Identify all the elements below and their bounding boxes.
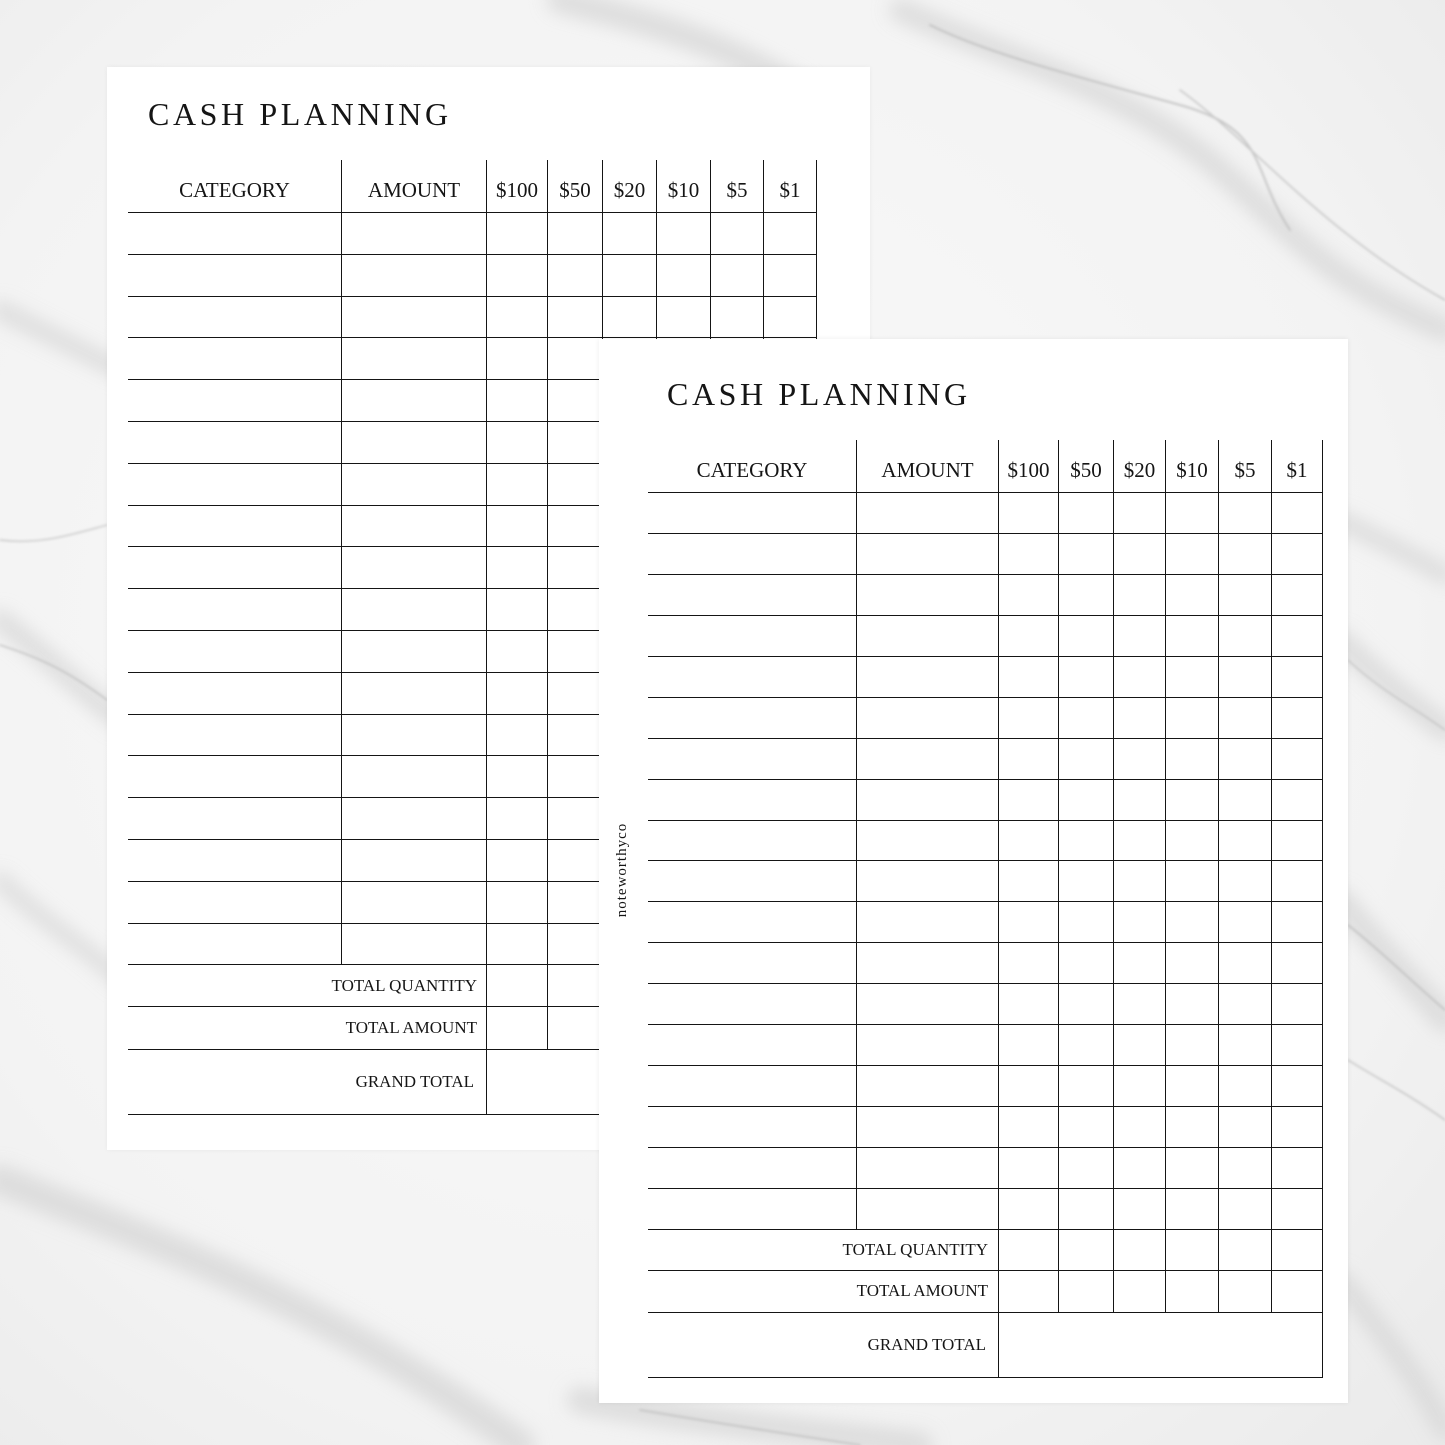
bill-100-cell [998,902,1058,943]
bill-1-cell [1271,780,1323,821]
bill-50-cell [1058,943,1113,984]
bill-50-cell [547,673,602,715]
bill-10-cell [1165,861,1218,902]
bill-100-cell [998,493,1058,534]
bill-20-cell [1113,984,1165,1025]
amount-cell [856,616,998,657]
total-quantity-label: TOTAL QUANTITY [128,965,486,1007]
bill-5-cell [1218,902,1271,943]
total-amount-cell [547,1007,602,1050]
column-header-100: $100 [998,440,1058,493]
bill-20-cell [1113,493,1165,534]
table-row [648,861,1323,902]
bill-5-cell [1218,657,1271,698]
bill-100-cell [998,1189,1058,1230]
bill-5-cell [1218,984,1271,1025]
column-header-20: $20 [602,160,656,213]
bill-1-cell [1271,1066,1323,1107]
bill-5-cell [710,297,763,339]
amount-cell [856,902,998,943]
category-cell [648,534,856,575]
bill-50-cell [1058,493,1113,534]
bill-20-cell [1113,616,1165,657]
column-header-20: $20 [1113,440,1165,493]
category-cell [648,575,856,616]
bill-1-cell [1271,943,1323,984]
bill-10-cell [1165,493,1218,534]
total-quantity-cell [1113,1230,1165,1271]
bill-20-cell [1113,575,1165,616]
total-amount-label: TOTAL AMOUNT [128,1007,486,1050]
bill-5-cell [1218,1066,1271,1107]
bill-10-cell [1165,1107,1218,1148]
amount-cell [341,924,486,966]
bill-5-cell [1218,821,1271,862]
category-cell [648,861,856,902]
amount-cell [856,861,998,902]
bill-50-cell [1058,1066,1113,1107]
bill-20-cell [1113,1107,1165,1148]
bill-20-cell [1113,1189,1165,1230]
table-row [648,493,1323,534]
total-quantity-cell [1058,1230,1113,1271]
amount-cell [341,422,486,464]
table-row [648,1148,1323,1189]
total-amount-cell [1218,1271,1271,1313]
amount-cell [856,821,998,862]
bill-10-cell [1165,943,1218,984]
bill-100-cell [486,213,547,255]
bill-50-cell [1058,739,1113,780]
bill-5-cell [710,213,763,255]
bill-5-cell [1218,739,1271,780]
bill-100-cell [998,575,1058,616]
total-amount-row [648,1271,1323,1313]
cash-planning-table [648,440,1323,1378]
column-header-10: $10 [656,160,710,213]
bill-5-cell [1218,780,1271,821]
column-header-amount: AMOUNT [856,440,998,493]
bill-5-cell [1218,616,1271,657]
bill-1-cell [1271,1025,1323,1066]
table-row [648,1189,1323,1230]
bill-10-cell [656,297,710,339]
bill-50-cell [547,213,602,255]
category-cell [648,493,856,534]
bill-5-cell [1218,575,1271,616]
table-row [648,698,1323,739]
amount-cell [856,657,998,698]
bill-20-cell [1113,739,1165,780]
bill-10-cell [1165,616,1218,657]
bill-10-cell [1165,534,1218,575]
bill-100-cell [486,840,547,882]
bill-1-cell [1271,493,1323,534]
amount-cell [341,631,486,673]
column-header-1: $1 [763,160,817,213]
bill-20-cell [1113,657,1165,698]
category-cell [128,589,341,631]
bill-20-cell [1113,534,1165,575]
category-cell [128,547,341,589]
bill-50-cell [547,464,602,506]
column-header-category: CATEGORY [128,160,341,213]
bill-10-cell [1165,902,1218,943]
category-cell [128,213,341,255]
amount-cell [341,255,486,297]
amount-cell [856,1066,998,1107]
bill-5-cell [1218,1025,1271,1066]
bill-50-cell [1058,575,1113,616]
total-amount-cell [486,1007,547,1050]
bill-20-cell [1113,1148,1165,1189]
amount-cell [856,698,998,739]
bill-50-cell [547,756,602,798]
category-cell [648,657,856,698]
bill-20-cell [1113,861,1165,902]
column-header-10: $10 [1165,440,1218,493]
amount-cell [856,575,998,616]
bill-20-cell [1113,780,1165,821]
total-amount-cell [1165,1271,1218,1313]
grand-total-label: GRAND TOTAL [648,1313,998,1378]
amount-cell [856,1025,998,1066]
amount-cell [341,882,486,924]
category-cell [648,1066,856,1107]
total-quantity-cell [1218,1230,1271,1271]
category-cell [648,1148,856,1189]
entry-rows [648,493,1323,1230]
category-cell [128,631,341,673]
bill-50-cell [547,840,602,882]
bill-1-cell [1271,1148,1323,1189]
bill-1-cell [763,213,817,255]
bill-50-cell [1058,1148,1113,1189]
total-amount-cell [998,1271,1058,1313]
bill-50-cell [547,338,602,380]
total-quantity-cell [1165,1230,1218,1271]
bill-5-cell [1218,493,1271,534]
table-row [128,213,817,255]
bill-50-cell [547,297,602,339]
bill-100-cell [486,255,547,297]
table-row [648,616,1323,657]
bill-5-cell [1218,1148,1271,1189]
table-row [648,984,1323,1025]
bill-1-cell [1271,902,1323,943]
bill-20-cell [1113,698,1165,739]
category-cell [128,297,341,339]
bill-10-cell [1165,1066,1218,1107]
bill-1-cell [1271,739,1323,780]
bill-100-cell [486,924,547,966]
bill-50-cell [547,924,602,966]
bill-1-cell [1271,698,1323,739]
category-cell [128,506,341,548]
category-cell [128,380,341,422]
category-cell [128,756,341,798]
category-cell [648,1189,856,1230]
bill-100-cell [998,616,1058,657]
table-row [648,1025,1323,1066]
bill-100-cell [998,861,1058,902]
bill-20-cell [602,255,656,297]
bill-50-cell [1058,1025,1113,1066]
total-amount-cell [1058,1271,1113,1313]
bill-20-cell [1113,1025,1165,1066]
category-cell [128,255,341,297]
amount-cell [341,840,486,882]
amount-cell [856,1148,998,1189]
bill-50-cell [547,798,602,840]
total-amount-label: TOTAL AMOUNT [648,1271,998,1313]
bill-50-cell [1058,1189,1113,1230]
category-cell [128,464,341,506]
table-row [648,534,1323,575]
bill-10-cell [1165,698,1218,739]
bill-20-cell [602,213,656,255]
bill-1-cell [1271,984,1323,1025]
bill-100-cell [486,547,547,589]
bill-100-cell [998,1025,1058,1066]
bill-20-cell [1113,943,1165,984]
bill-20-cell [602,297,656,339]
table-row [648,657,1323,698]
bill-1-cell [1271,616,1323,657]
category-cell [648,943,856,984]
category-cell [128,798,341,840]
total-amount-cell [1271,1271,1323,1313]
amount-cell [341,589,486,631]
category-cell [128,715,341,757]
amount-cell [856,1189,998,1230]
bill-1-cell [1271,657,1323,698]
bill-100-cell [486,506,547,548]
bill-1-cell [1271,534,1323,575]
total-quantity-cell [486,965,547,1007]
total-amount-cell [1113,1271,1165,1313]
bill-50-cell [547,380,602,422]
amount-cell [341,380,486,422]
bill-100-cell [998,943,1058,984]
total-quantity-cell [998,1230,1058,1271]
bill-50-cell [1058,984,1113,1025]
amount-cell [341,756,486,798]
grand-total-label: GRAND TOTAL [128,1050,486,1115]
bill-5-cell [1218,534,1271,575]
bill-10-cell [1165,821,1218,862]
bill-100-cell [998,984,1058,1025]
bill-1-cell [1271,1189,1323,1230]
amount-cell [341,297,486,339]
bill-10-cell [1165,780,1218,821]
total-quantity-cell [547,965,602,1007]
table-row [648,902,1323,943]
total-quantity-cell [1271,1230,1323,1271]
bill-100-cell [486,756,547,798]
amount-cell [341,506,486,548]
bill-20-cell [1113,821,1165,862]
table-row [648,1066,1323,1107]
bill-100-cell [486,338,547,380]
bill-1-cell [1271,821,1323,862]
bill-100-cell [486,673,547,715]
amount-cell [856,943,998,984]
column-header-5: $5 [710,160,763,213]
bill-100-cell [998,1107,1058,1148]
bill-50-cell [547,631,602,673]
grand-total-cell [998,1313,1323,1378]
bill-50-cell [1058,780,1113,821]
table-row [648,739,1323,780]
amount-cell [856,984,998,1025]
bill-50-cell [547,547,602,589]
column-header-50: $50 [547,160,602,213]
bill-1-cell [1271,861,1323,902]
column-header-category: CATEGORY [648,440,856,493]
column-header-amount: AMOUNT [341,160,486,213]
category-cell [648,698,856,739]
bill-100-cell [998,739,1058,780]
bill-50-cell [1058,534,1113,575]
category-cell [128,422,341,464]
amount-cell [856,780,998,821]
bill-50-cell [1058,616,1113,657]
category-cell [648,902,856,943]
bill-100-cell [486,380,547,422]
amount-cell [341,715,486,757]
bill-1-cell [1271,1107,1323,1148]
table-row [648,575,1323,616]
bill-1-cell [763,297,817,339]
amount-cell [856,1107,998,1148]
bill-100-cell [486,798,547,840]
bill-5-cell [1218,698,1271,739]
bill-1-cell [763,255,817,297]
category-cell [648,1107,856,1148]
table-row [648,780,1323,821]
bill-50-cell [1058,698,1113,739]
bill-100-cell [486,464,547,506]
bill-10-cell [1165,984,1218,1025]
bill-5-cell [710,255,763,297]
bill-5-cell [1218,861,1271,902]
bill-10-cell [656,213,710,255]
bill-100-cell [998,780,1058,821]
table-row [648,943,1323,984]
bill-100-cell [486,882,547,924]
amount-cell [341,338,486,380]
bill-5-cell [1218,943,1271,984]
table-row [128,297,817,339]
column-header-100: $100 [486,160,547,213]
header-row [128,160,817,213]
bill-50-cell [547,882,602,924]
bill-50-cell [1058,1107,1113,1148]
amount-cell [856,493,998,534]
table-row [128,255,817,297]
bill-100-cell [998,534,1058,575]
amount-cell [341,673,486,715]
total-quantity-label: TOTAL QUANTITY [648,1230,998,1271]
category-cell [648,1025,856,1066]
page-title: CASH PLANNING [148,96,452,132]
category-cell [128,924,341,966]
bill-100-cell [486,589,547,631]
bill-10-cell [1165,1025,1218,1066]
category-cell [648,821,856,862]
category-cell [128,882,341,924]
category-cell [128,338,341,380]
bill-10-cell [1165,657,1218,698]
amount-cell [341,798,486,840]
bill-10-cell [1165,739,1218,780]
bill-50-cell [1058,902,1113,943]
bill-50-cell [547,715,602,757]
bill-50-cell [1058,861,1113,902]
grand-total-row [648,1313,1323,1378]
amount-cell [341,464,486,506]
bill-100-cell [486,631,547,673]
page-title: CASH PLANNING [667,376,971,412]
category-cell [648,984,856,1025]
bill-50-cell [547,255,602,297]
brand-watermark: noteworthyco [614,822,630,918]
amount-cell [341,547,486,589]
bill-5-cell [1218,1189,1271,1230]
column-header-50: $50 [1058,440,1113,493]
bill-50-cell [547,589,602,631]
bill-10-cell [656,255,710,297]
bill-100-cell [998,821,1058,862]
column-header-5: $5 [1218,440,1271,493]
amount-cell [856,534,998,575]
bill-100-cell [998,657,1058,698]
bill-100-cell [998,1148,1058,1189]
bill-20-cell [1113,902,1165,943]
category-cell [128,840,341,882]
category-cell [648,780,856,821]
header-row [648,440,1323,493]
bill-10-cell [1165,1148,1218,1189]
bill-20-cell [1113,1066,1165,1107]
table-row [648,1107,1323,1148]
amount-cell [856,739,998,780]
amount-cell [341,213,486,255]
bill-50-cell [547,422,602,464]
category-cell [128,673,341,715]
column-header-1: $1 [1271,440,1323,493]
bill-50-cell [1058,821,1113,862]
bill-5-cell [1218,1107,1271,1148]
bill-100-cell [486,422,547,464]
bill-100-cell [998,1066,1058,1107]
bill-10-cell [1165,575,1218,616]
planner-page-front [599,339,1348,1403]
total-quantity-row [648,1230,1323,1271]
bill-100-cell [486,297,547,339]
category-cell [648,616,856,657]
bill-50-cell [1058,657,1113,698]
bill-50-cell [547,506,602,548]
category-cell [648,739,856,780]
bill-10-cell [1165,1189,1218,1230]
bill-1-cell [1271,575,1323,616]
bill-100-cell [486,715,547,757]
bill-100-cell [998,698,1058,739]
table-row [648,821,1323,862]
